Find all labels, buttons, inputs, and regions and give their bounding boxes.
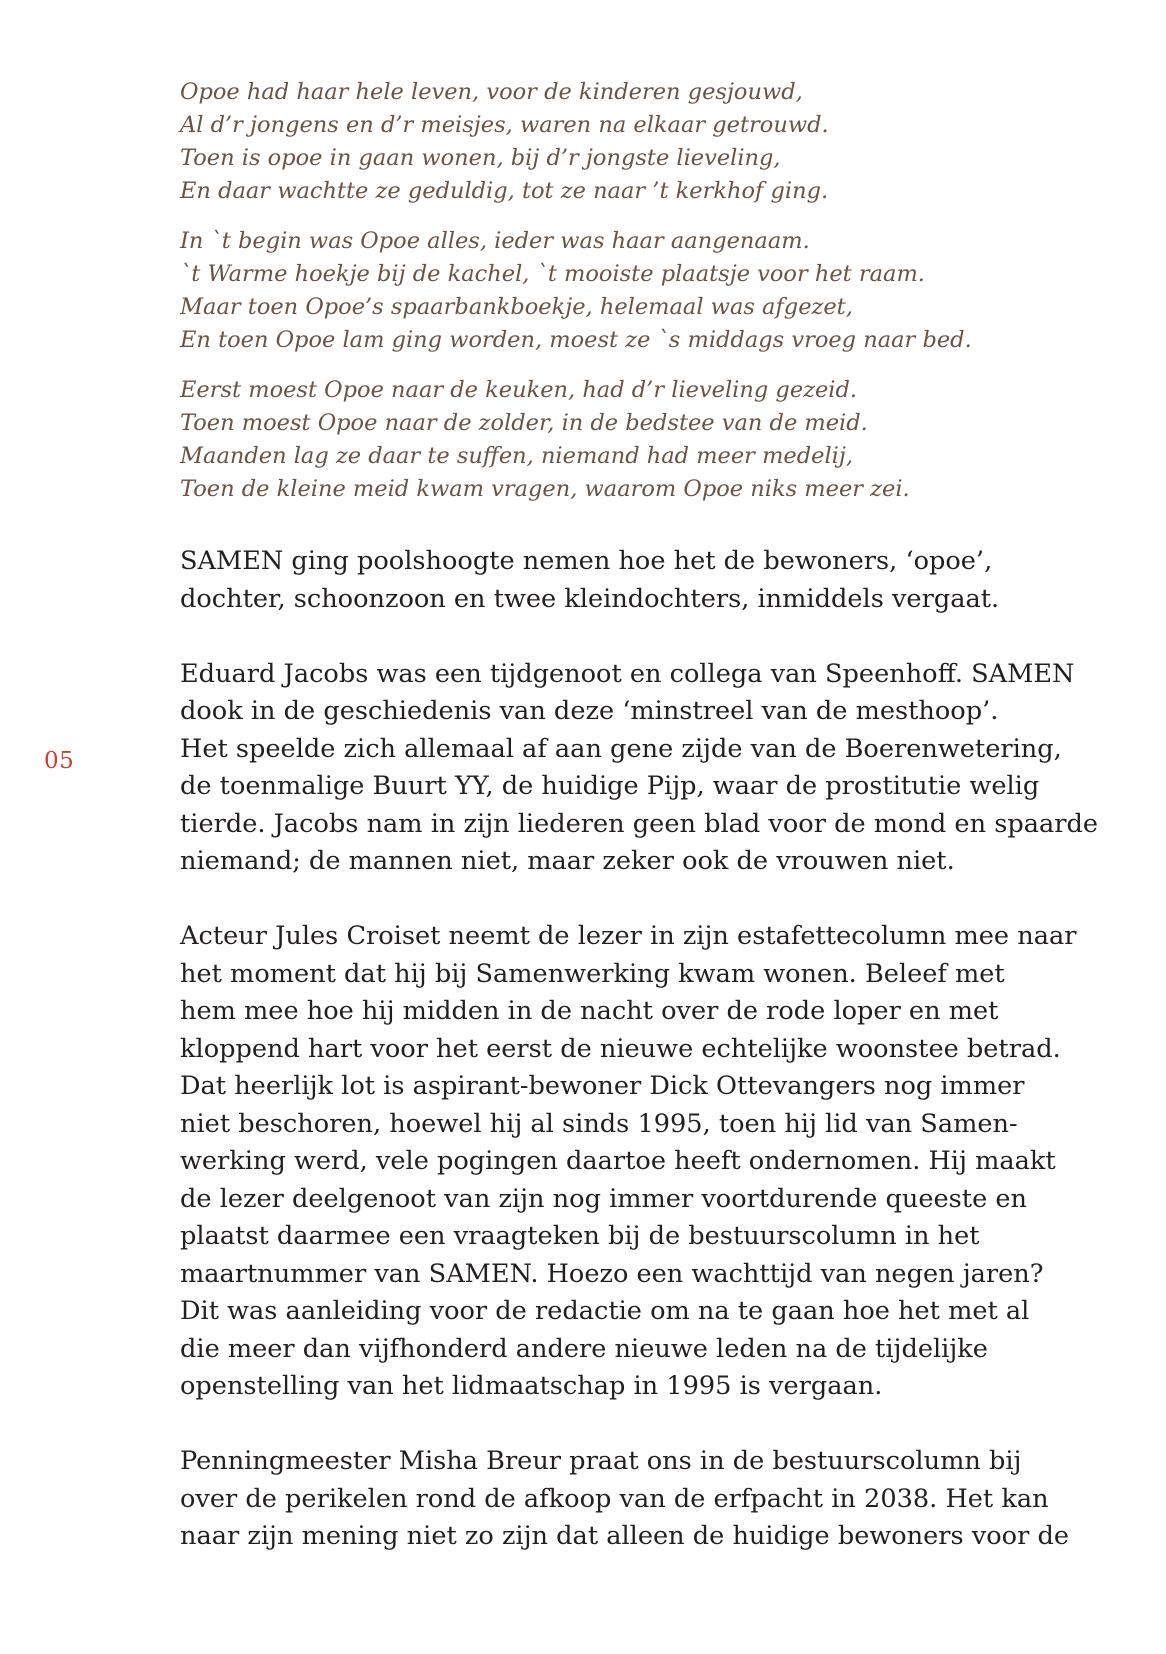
text-line: de toenmalige Buurt YY, de huidige Pijp, waar de prostitutie welig (180, 771, 1040, 801)
text-line: Penningmeester Misha Breur praat ons in de bestuurscolumn bij (180, 1446, 1022, 1476)
text-line: maartnummer van SAMEN. Hoezo een wachttijd van negen jaren? (180, 1258, 1044, 1289)
poem-line: Al d’r jongens en d’r meisjes, waren na elkaar getrouwd. (180, 112, 829, 138)
text-line: plaatst daarmee een vraagteken bij de bestuurscolumn in het (180, 1221, 980, 1251)
text-line: naar zijn mening niet zo zijn dat alleen de huidige bewoners voor de (180, 1521, 1069, 1551)
paragraph-jules-croiset (180, 918, 1077, 1406)
text-line: Acteur Jules Croiset neemt de lezer in zijn estafettecolumn mee naar (180, 921, 1077, 951)
text-line: hem mee hoe hij midden in de nacht over de rode loper en met (180, 996, 999, 1026)
poem-line: In `t begin was Opoe alles, ieder was haar aangenaam. (180, 228, 810, 254)
poem-line: Maar toen Opoe’s spaarbankboekje, helemaal was afgezet, (180, 294, 853, 320)
text-line: Dit was aanleiding voor de redactie om na te gaan hoe het met al (180, 1296, 1030, 1326)
poem-stanza-1 (180, 76, 1080, 208)
text-line: Eduard Jacobs was een tijdgenoot en collega van Speenhoff. SAMEN (180, 658, 1075, 689)
poem-line: En toen Opoe lam ging worden, moest ze `s middags vroeg naar bed. (180, 327, 972, 353)
text-line: het moment dat hij bij Samenwerking kwam wonen. Beleef met (180, 958, 1005, 989)
text-line: werking werd, vele pogingen daartoe heeft ondernomen. Hij maakt (180, 1146, 1056, 1176)
poem-line: Eerst moest Opoe naar de keuken, had d’r lieveling gezeid. (180, 377, 858, 403)
text-line: niet beschoren, hoewel hij al sinds 1995, toen hij lid van Samen- (180, 1108, 1018, 1139)
text-line: dochter, schoonzoon en twee kleindochters, inmiddels vergaat. (180, 583, 1000, 614)
paragraph-samen-opoe (180, 543, 1060, 618)
text-line: tierde. Jacobs nam in zijn liederen geen blad voor de mond en spaarde (180, 808, 1098, 839)
poem-line: Maanden lag ze daar te suffen, niemand had meer medelij, (180, 443, 853, 469)
text-line: dook in de geschiedenis van deze ‘minstreel van de mesthoop’. (180, 696, 999, 726)
poem (180, 76, 1080, 523)
text-line: SAMEN ging poolshoogte nemen hoe het de bewoners, ‘opoe’, (180, 546, 993, 576)
poem-line: Opoe had haar hele leven, voor de kinderen gesjouwd, (180, 79, 803, 105)
poem-stanza-2 (180, 225, 1080, 357)
poem-line: Toen de kleine meid kwam vragen, waarom Opoe niks meer zei. (180, 476, 910, 502)
page-number: 05 (44, 748, 75, 774)
text-line: die meer dan vijfhonderd andere nieuwe leden na de tijdelijke (180, 1333, 988, 1364)
poem-line: Toen moest Opoe naar de zolder, in de bedstee van de meid. (180, 410, 868, 436)
text-line: openstelling van het lidmaatschap in 1995 is vergaan. (180, 1371, 883, 1401)
paragraph-eduard-jacobs (180, 656, 1098, 881)
article-body (180, 543, 1098, 1593)
paragraph-misha-breur (180, 1443, 1069, 1556)
text-line: Het speelde zich allemaal af aan gene zijde van de Boerenwetering, (180, 733, 1062, 764)
poem-line: `t Warme hoekje bij de kachel, `t mooiste plaatsje voor het raam. (180, 261, 925, 287)
poem-line: Toen is opoe in gaan wonen, bij d’r jongste lieveling, (180, 145, 781, 171)
text-line: Dat heerlijk lot is aspirant-bewoner Dick Ottevangers nog immer (180, 1071, 1025, 1101)
text-line: de lezer deelgenoot van zijn nog immer voortdurende queeste en (180, 1183, 1028, 1214)
text-line: kloppend hart voor het eerst de nieuwe echtelijke woonstee betrad. (180, 1033, 1061, 1064)
text-line: over de perikelen rond de afkoop van de erfpacht in 2038. Het kan (180, 1483, 1049, 1514)
text-line: niemand; de mannen niet, maar zeker ook de vrouwen niet. (180, 846, 955, 876)
poem-stanza-3 (180, 374, 1080, 506)
poem-line: En daar wachtte ze geduldig, tot ze naar ’t kerkhof ging. (180, 178, 829, 204)
